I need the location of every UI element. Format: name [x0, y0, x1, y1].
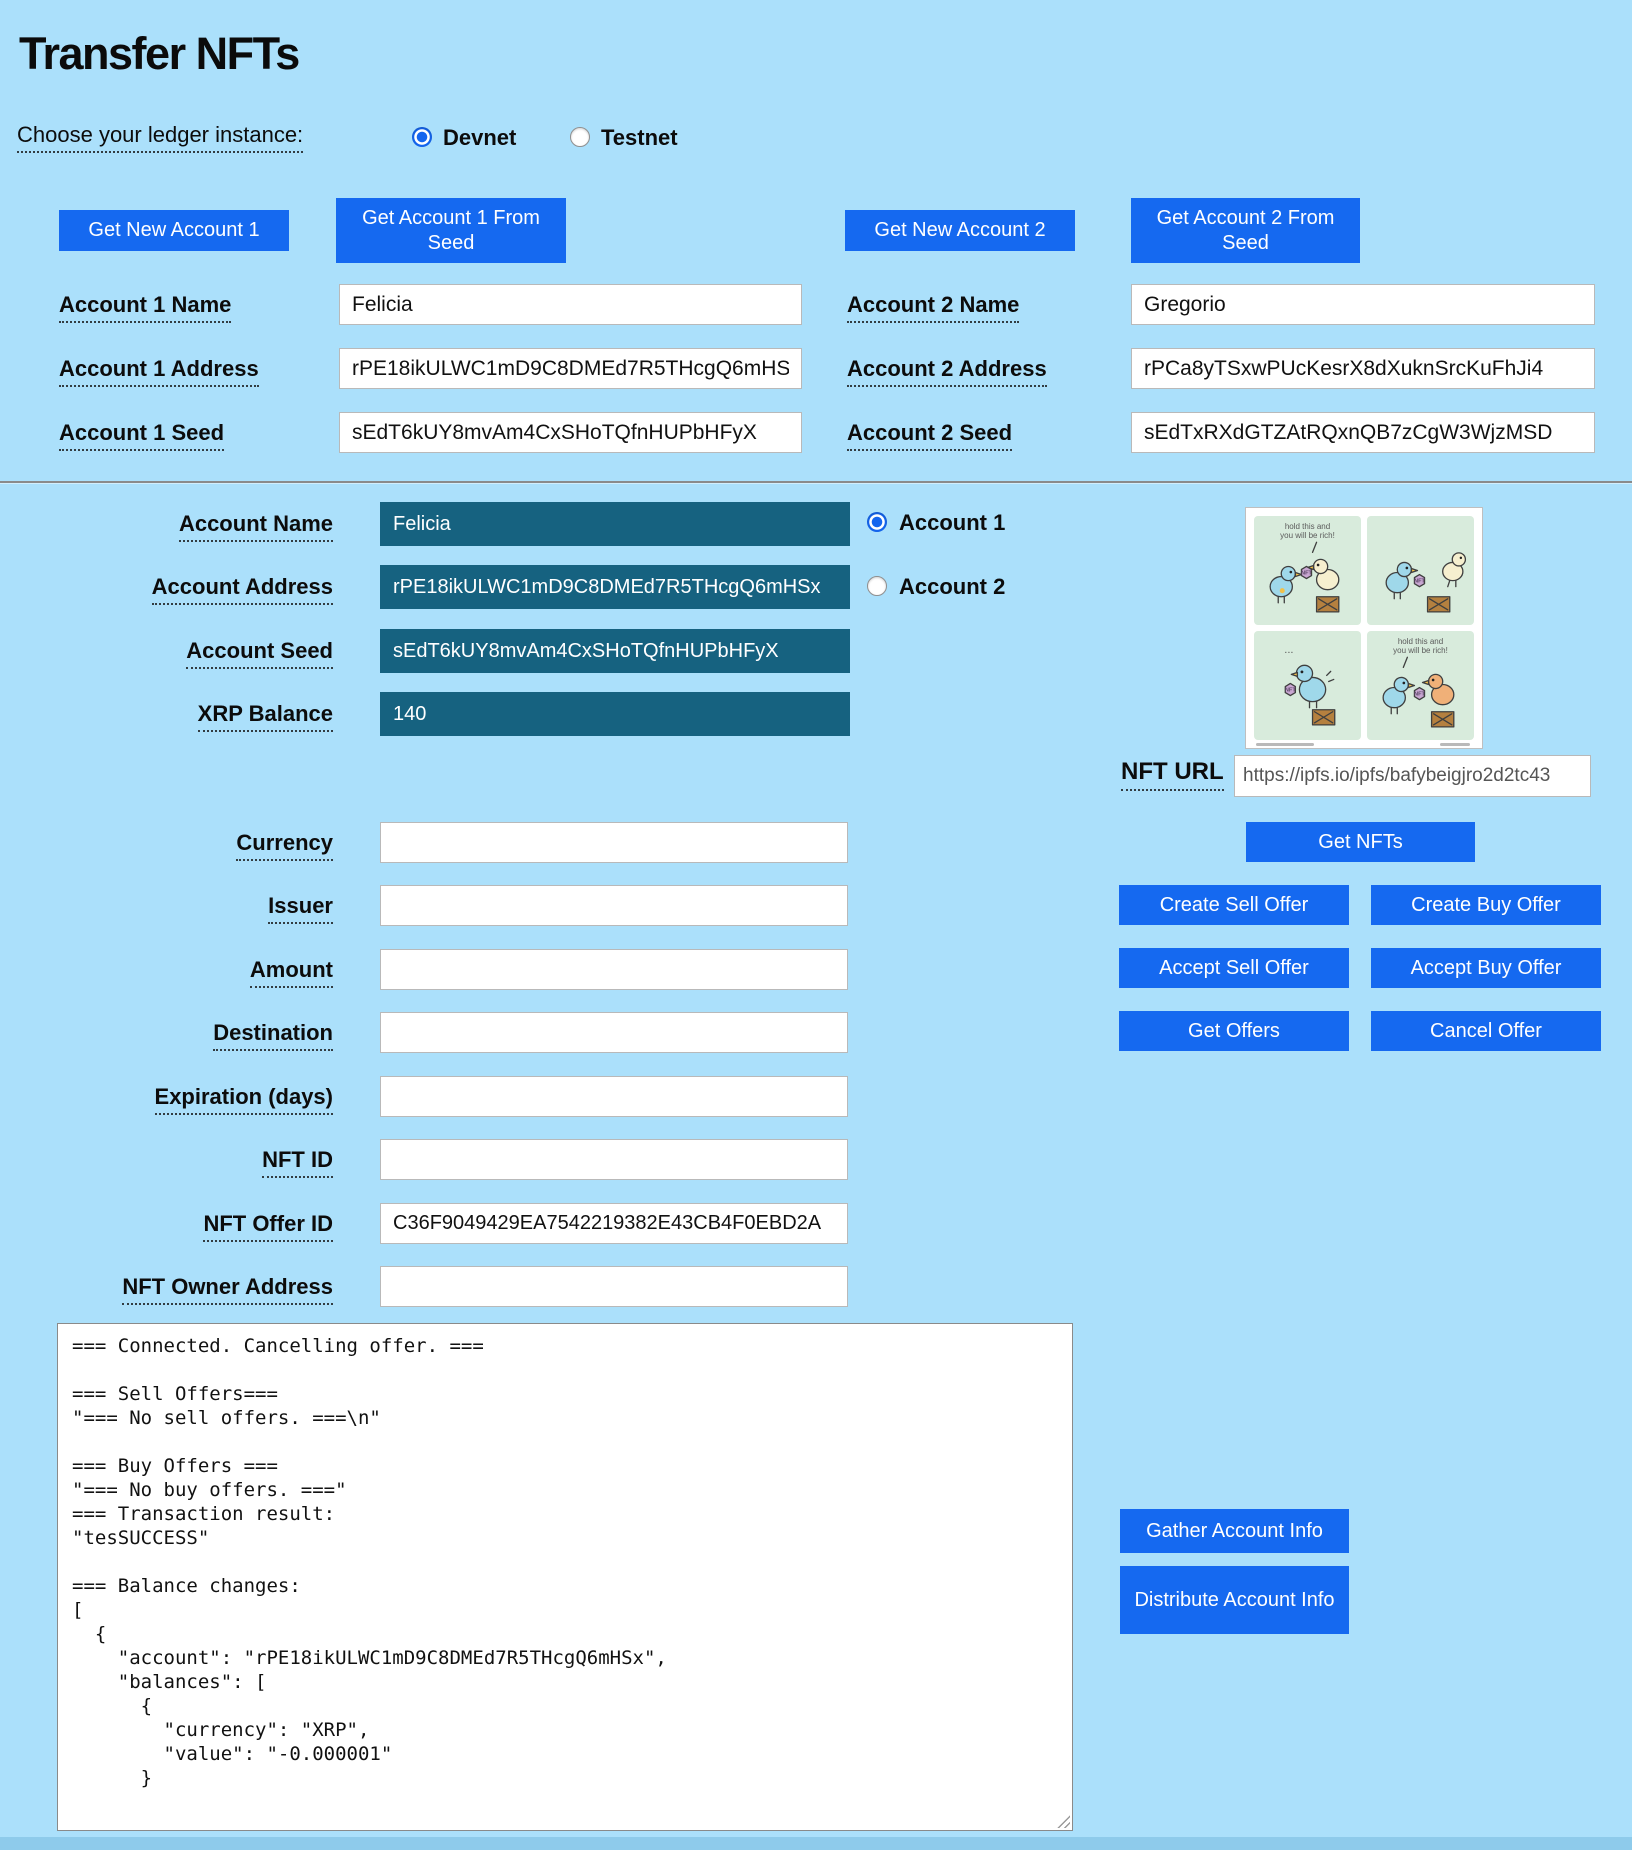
- ellipsis-text: ...: [1284, 644, 1294, 657]
- accept-buy-offer-button[interactable]: Accept Buy Offer: [1371, 948, 1601, 988]
- nft-offer-id-label: NFT Offer ID: [203, 1211, 333, 1242]
- account1-seed-label: Account 1 Seed: [59, 420, 224, 451]
- account2-address-input[interactable]: [1131, 348, 1595, 389]
- amount-label: Amount: [250, 957, 333, 988]
- destination-label: Destination: [213, 1020, 333, 1051]
- nft-tag-text-2: NFT: [1414, 578, 1425, 585]
- account2-seed-input[interactable]: [1131, 412, 1595, 453]
- xrp-balance-label: XRP Balance: [198, 701, 333, 732]
- create-buy-offer-button[interactable]: Create Buy Offer: [1371, 885, 1601, 925]
- get-account-1-from-seed-button[interactable]: Get Account 1 From Seed: [336, 198, 566, 263]
- nft-url-label: NFT URL: [1121, 758, 1224, 791]
- current-name-label: Account Name: [179, 511, 333, 542]
- nft-id-label-wrap: [60, 1147, 333, 1178]
- comic-art-2: [1367, 516, 1474, 622]
- page-title: Transfer NFTs: [19, 28, 299, 79]
- devnet-radio-label[interactable]: Devnet: [443, 125, 517, 150]
- comic-art-3: [1254, 631, 1361, 737]
- destination-input[interactable]: [380, 1012, 848, 1053]
- currency-label-wrap: [60, 830, 333, 861]
- account1-select-label[interactable]: Account 1: [899, 510, 1006, 535]
- nft-comic-panel-4: [1367, 631, 1474, 740]
- issuer-label: Issuer: [268, 893, 333, 924]
- cancel-offer-button[interactable]: Cancel Offer: [1371, 1011, 1601, 1051]
- currency-label: Currency: [236, 830, 333, 861]
- account2-select-radio[interactable]: [867, 576, 887, 596]
- account2-seed-label: Account 2 Seed: [847, 420, 1012, 451]
- issuer-label-wrap: [60, 893, 333, 924]
- nft-tag-text-3: NFT: [1284, 687, 1296, 694]
- issuer-input[interactable]: [380, 885, 848, 926]
- nft-offer-id-input[interactable]: [380, 1203, 848, 1244]
- xrp-balance-field[interactable]: 140: [380, 692, 850, 736]
- current-address-label: Account Address: [152, 574, 333, 605]
- speech2-line2: you will be rich!: [1393, 646, 1448, 655]
- get-account-2-from-seed-button[interactable]: Get Account 2 From Seed: [1131, 198, 1360, 263]
- current-seed-label: Account Seed: [186, 638, 333, 669]
- account1-name-label: Account 1 Name: [59, 292, 231, 323]
- account1-seed-input[interactable]: [339, 412, 802, 453]
- get-offers-button[interactable]: Get Offers: [1119, 1011, 1349, 1051]
- expiration-label: Expiration (days): [155, 1084, 333, 1115]
- account2-select-label[interactable]: Account 2: [899, 574, 1006, 599]
- current-seed-field[interactable]: sEdT6kUY8mvAm4CxSHoTQfnHUPbHFyX: [380, 629, 850, 673]
- currency-input[interactable]: [380, 822, 848, 863]
- nft-id-label: NFT ID: [262, 1147, 333, 1178]
- testnet-radio-label[interactable]: Testnet: [601, 125, 678, 150]
- speech-line2: you will be rich!: [1280, 531, 1335, 540]
- destination-label-wrap: [60, 1020, 333, 1051]
- get-new-account-2-button[interactable]: Get New Account 2: [845, 210, 1075, 251]
- nft-id-input[interactable]: [380, 1139, 848, 1180]
- nft-comic-panel-3: [1254, 631, 1361, 740]
- get-new-account-1-button[interactable]: Get New Account 1: [59, 210, 289, 251]
- current-seed-label-wrap: [60, 638, 333, 669]
- account1-address-input[interactable]: [339, 348, 802, 389]
- section-divider: [0, 481, 1632, 483]
- expiration-label-wrap: [60, 1084, 333, 1115]
- nft-tag-text-1: NFT: [1301, 570, 1312, 577]
- account2-name-input[interactable]: [1131, 284, 1595, 325]
- create-sell-offer-button[interactable]: Create Sell Offer: [1119, 885, 1349, 925]
- nft-owner-address-label-wrap: [60, 1274, 333, 1305]
- testnet-radio[interactable]: [570, 127, 590, 147]
- current-name-label-wrap: [60, 511, 333, 542]
- nft-url-input[interactable]: [1234, 755, 1591, 797]
- current-address-field[interactable]: rPE18ikULWC1mD9C8DMEd7R5THcgQ6mHSx: [380, 565, 850, 609]
- account2-name-label: Account 2 Name: [847, 292, 1019, 323]
- account1-name-input[interactable]: [339, 284, 802, 325]
- current-address-label-wrap: [60, 574, 333, 605]
- current-name-field[interactable]: Felicia: [380, 502, 850, 546]
- xrp-balance-label-wrap: [60, 701, 333, 732]
- amount-label-wrap: [60, 957, 333, 988]
- comic-caption-left: [1256, 743, 1314, 746]
- comic-caption-right: [1440, 743, 1470, 746]
- nft-comic-panel-1: [1254, 516, 1361, 625]
- expiration-input[interactable]: [380, 1076, 848, 1117]
- distribute-account-info-button[interactable]: Distribute Account Info: [1120, 1566, 1349, 1634]
- ledger-instance-label: Choose your ledger instance:: [17, 122, 303, 153]
- nft-owner-address-label: NFT Owner Address: [122, 1274, 333, 1305]
- amount-input[interactable]: [380, 949, 848, 990]
- account2-address-label: Account 2 Address: [847, 356, 1047, 387]
- speech2-line1: hold this and: [1397, 637, 1444, 646]
- account1-select-radio[interactable]: [867, 512, 887, 532]
- nft-image: [1245, 507, 1483, 749]
- nft-offer-id-label-wrap: [60, 1211, 333, 1242]
- gather-account-info-button[interactable]: Gather Account Info: [1120, 1509, 1349, 1553]
- comic-art-4: [1367, 631, 1474, 737]
- bottom-edge-strip: [0, 1837, 1632, 1850]
- nft-tag-text-4: NFT: [1414, 691, 1425, 698]
- speech-line1: hold this and: [1284, 522, 1331, 531]
- devnet-radio[interactable]: [412, 127, 432, 147]
- account1-address-label: Account 1 Address: [59, 356, 259, 387]
- results-textarea[interactable]: [57, 1323, 1073, 1831]
- accept-sell-offer-button[interactable]: Accept Sell Offer: [1119, 948, 1349, 988]
- nft-owner-address-input[interactable]: [380, 1266, 848, 1307]
- get-nfts-button[interactable]: Get NFTs: [1246, 822, 1475, 862]
- nft-comic-panel-2: [1367, 516, 1474, 625]
- comic-art-1: [1254, 516, 1361, 622]
